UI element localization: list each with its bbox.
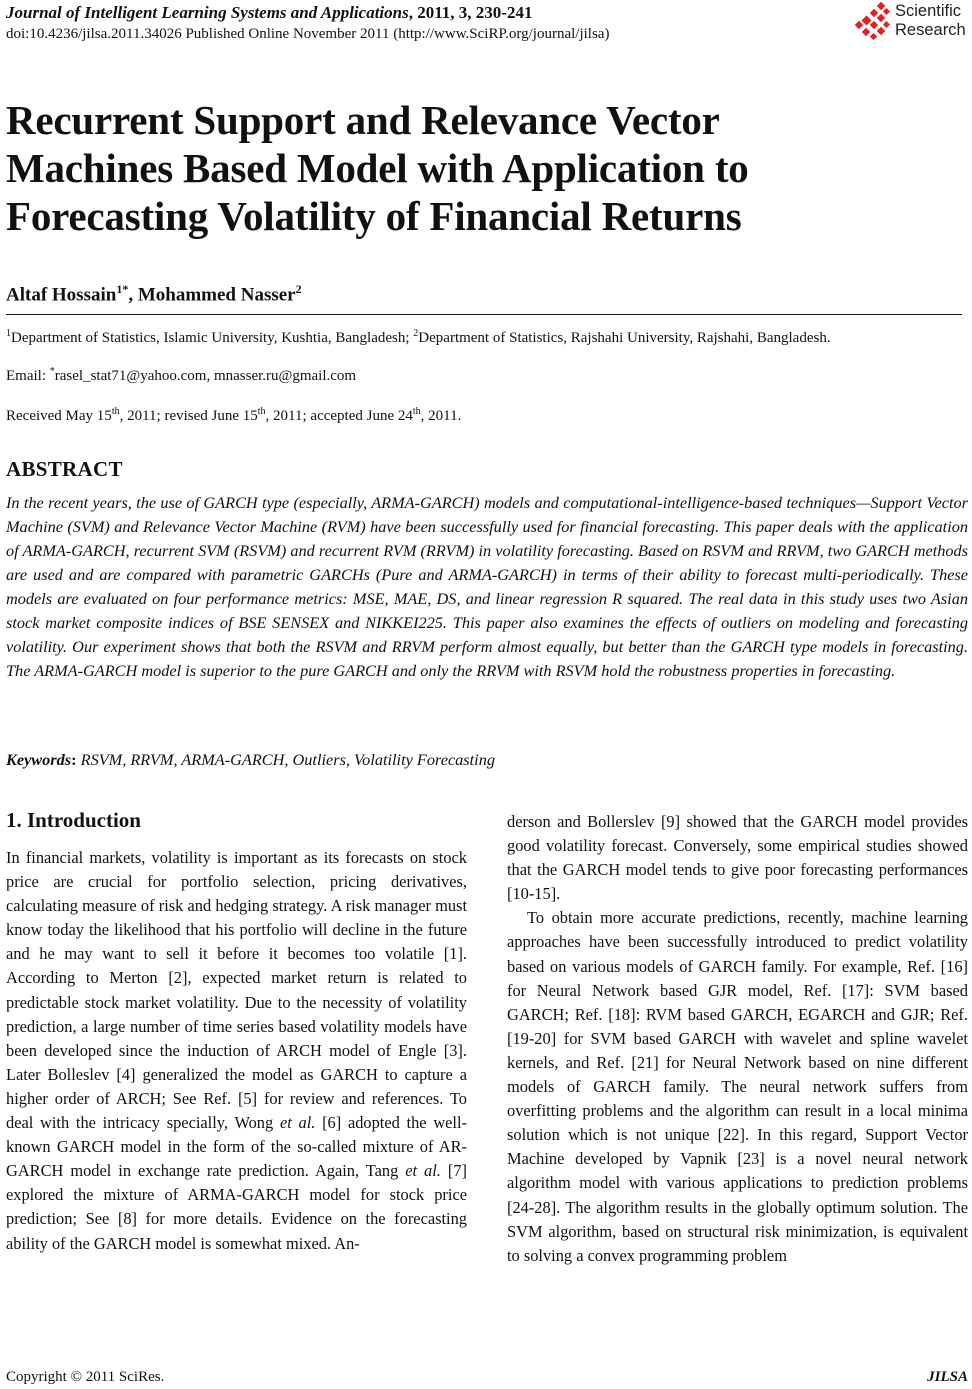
journal-name: Journal of Intelligent Learning Systems and Applications xyxy=(6,3,409,22)
body-column-left xyxy=(6,846,467,1256)
keywords-label: Keywords xyxy=(6,750,72,769)
divider xyxy=(6,314,962,315)
email-addresses[interactable]: rasel_stat71@yahoo.com, mnasser.ru@gmail.com xyxy=(54,368,357,384)
author-list: Altaf Hossain$^{1*}$, Mohammed Nasser$^2$ xyxy=(6,282,302,306)
diamond-cluster-icon xyxy=(853,2,893,44)
keywords-list: RSVM, RRVM, ARMA-GARCH, Outliers, Volatility Forecasting xyxy=(80,750,495,769)
email-line: Email: *rasel_stat71@yahoo.com, mnasser.ru@gmail.com xyxy=(6,366,357,384)
doi-line: doi:10.4236/jilsa.2011.34026 Published Online November 2011 (http://www.SciRP.org/journal/jilsa) xyxy=(6,26,610,42)
author-name: Mohammed Nasser xyxy=(137,284,296,306)
logo-text: Scientific Research xyxy=(895,2,966,39)
publisher-logo xyxy=(853,2,971,44)
paper-title: Recurrent Support and Relevance Vector Machines Based Model with Application to Forecasting Volatility of Financial Returns xyxy=(6,97,749,239)
body-column-right xyxy=(507,810,968,1268)
footer-journal-abbrev: JILSA xyxy=(927,1369,968,1385)
affiliations: $^1$Department of Statistics, Islamic University, Kushtia, Bangladesh; $^2$Department of Statistics, Rajshahi University, Rajshahi, Bangladesh. xyxy=(6,328,831,346)
author-name: Altaf Hossain xyxy=(6,284,117,306)
keywords-line: Keywords: RSVM, RRVM, ARMA-GARCH, Outliers, Volatility Forecasting xyxy=(6,750,495,769)
journal-citation xyxy=(6,3,532,23)
abstract-heading: ABSTRACT xyxy=(6,457,123,481)
paragraph: To obtain more accurate predictions, recently, machine learning approaches have been successfully introduced to predict volatility based on various models of GARCH family. For example, Ref. [16] for Neural Network based GJR model, Ref. [17]: SVM based GARCH; Ref. [18]: RVM based GARCH, EGARCH and GJR; Ref. [19-20] for SVM based GARCH with wavelet and spline wavelet kernels, and Ref. [21] for Neural Network based on nine different models of GARCH family. The neural network suffers from overfitting problems and the algorithm can result in a local minima solution which is not unique [22]. In this regard, Support Vector Machine developed by Vapnik [23] is a novel neural network algorithm model with various applications to prediction problems [24-28]. The algorithm results in the globally optimum solution. The SVM algorithm, based on structural risk minimization, is equivalent to solving a convex programming problem xyxy=(507,908,968,1265)
footer-copyright: Copyright © 2011 SciRes. xyxy=(6,1369,165,1385)
abstract-text: In the recent years, the use of GARCH type (especially, ARMA-GARCH) models and computational-intelligence-based techniques—Support Vector Machine (SVM) and Relevance Vector Machine (RVM) have been successfully used for financial forecasting. This paper deals with the application of ARMA-GARCH, recurrent SVM (RSVM) and recurrent RVM (RRVM) in volatility forecasting. Based on RSVM and RRVM, two GARCH methods are used and are compared with parametric GARCHs (Pure and ARMA-GARCH) in terms of their ability to forecast multi-periodically. These models are evaluated on four performance metrics: MSE, MAE, DS, and linear regression R squared. The real data in this study uses two Asian stock market composite indices of BSE SENSEX and NIKKEI225. This paper also examines the effects of outliers on modeling and forecasting volatility. Our experiment shows that both the RSVM and RRVM perform almost equally, but better than the GARCH type models in forecasting. The ARMA-GARCH model is superior to the pure GARCH and only the RRVM with RSVM hold the robustness properties in forecasting. xyxy=(6,493,968,680)
section-heading-introduction: 1. Introduction xyxy=(6,808,141,832)
paragraph: derson and Bollerslev [9] showed that the GARCH model provides good volatility forecast. Conversely, some empirical studies showed that the GARCH model tends to give poor forecasting performances [10-15]. xyxy=(507,812,968,904)
received-dates: Received May 15th, 2011; revised June 15th, 2011; accepted June 24th, 2011. xyxy=(6,406,462,424)
journal-volume: , 2011, 3, 230-241 xyxy=(408,3,533,22)
paragraph: In financial markets, volatility is important as its forecasts on stock price are crucial for portfolio selection, pricing derivatives, calculating measure of risk and hedging strategy. A risk manager must know today the likelihood that his portfolio will decline in the future and he may want to sell it before it becomes too volatile [1]. According to Merton [2], expected market return is related to predictable stock market volatility. Due to the necessity of volatility prediction, a large number of time series based volatility models have been developed since the induction of ARCH model of Engle [3]. Later Bolleslev [4] generalized the model as GARCH to capture a higher order of ARCH; See Ref. [5] for review and references. To deal with the intricacy specially, Wong et al. [6] adopted the well-known GARCH model in the form of the so-called mixture of AR-GARCH model in exchange rate prediction. Again, Tang et al. [7] explored the mixture of ARMA-GARCH model for stock price prediction; See [8] for more details. Evidence on the forecasting ability of the GARCH model is somewhat mixed. An- xyxy=(6,848,467,1253)
